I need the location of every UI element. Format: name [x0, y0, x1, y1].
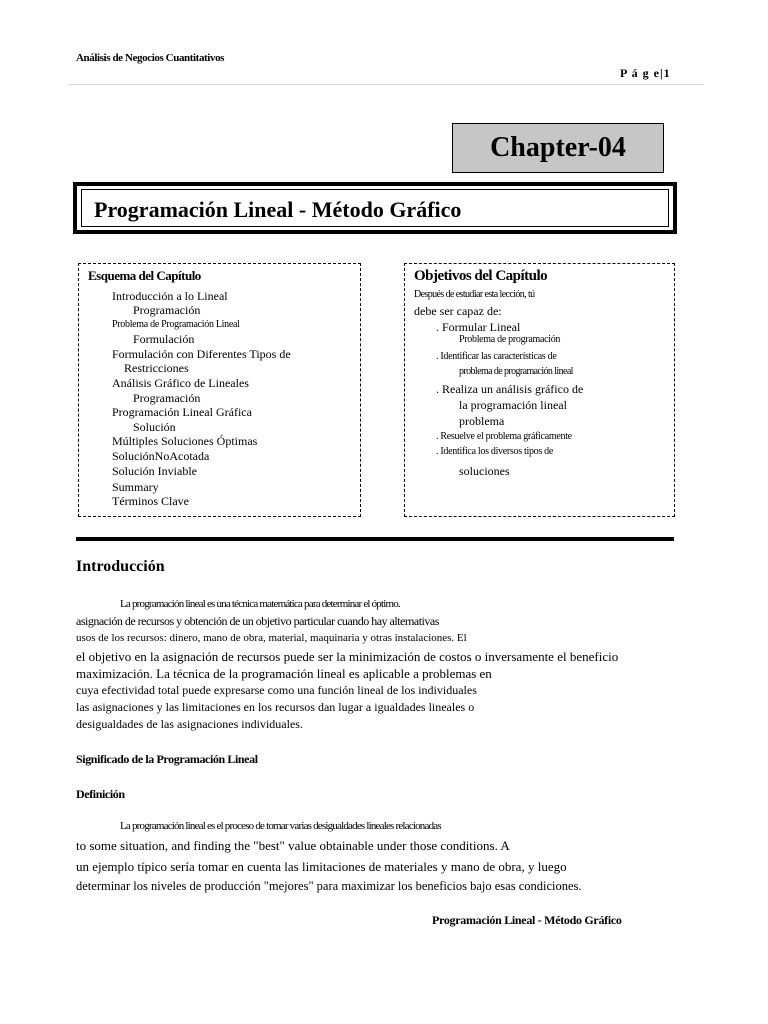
intro-heading: Introducción [76, 558, 165, 575]
chapter-title-box [73, 182, 677, 234]
objective-line: debe ser capaz de: [414, 304, 502, 318]
outline-item: Problema de Programación Lineal [112, 319, 240, 330]
outline-item: Formulación [133, 332, 195, 346]
chapter-label-box [452, 123, 664, 173]
definition-paragraph-line: La programación lineal es el proceso de tomar varias desigualdades lineales relacionadas [120, 820, 441, 832]
header-divider [68, 84, 704, 85]
definition-paragraph-line: determinar los niveles de producción "mejores" para maximizar los beneficios bajo esas condiciones. [76, 879, 582, 893]
outline-item: Programación [133, 303, 201, 317]
objective-line: . Resuelve el problema gráficamente [436, 431, 572, 442]
outline-item: Solución Inviable [112, 464, 197, 478]
outline-item: Restricciones [124, 361, 189, 375]
objective-line: soluciones [459, 464, 510, 478]
chapter-title: Programación Lineal - Método Gráfico [94, 197, 462, 222]
intro-paragraph-line: desigualdades de las asignaciones individuales. [76, 717, 303, 731]
intro-paragraph-line: las asignaciones y las limitaciones en los recursos dan lugar a igualdades lineales o [76, 700, 475, 714]
intro-paragraph-line: maximización. La técnica de la programación lineal es aplicable a problemas en [76, 666, 492, 681]
objective-line: . Identifica los diversos tipos de [436, 446, 553, 457]
page-number: P á g e|1 [620, 66, 671, 80]
outline-item: SoluciónNoAcotada [112, 449, 210, 463]
definition-paragraph-line: to some situation, and finding the "best" value obtainable under those conditions. A [76, 838, 510, 853]
chapter-title-inner-border [81, 189, 669, 227]
objective-line: problema [459, 414, 505, 428]
significance-heading: Significado de la Programación Lineal [76, 752, 258, 766]
running-footer-title: Programación Lineal - Método Gráfico [432, 913, 622, 927]
section-divider [76, 537, 674, 541]
intro-paragraph-line: asignación de recursos y obtención de un objetivo particular cuando hay alternativas [76, 614, 439, 628]
outline-item: Introducción a lo Lineal [112, 289, 228, 303]
objective-line: Problema de programación [459, 334, 561, 345]
outline-item: Términos Clave [112, 494, 189, 508]
intro-paragraph-line: usos de los recursos: dinero, mano de obra, material, maquinaria y otras instalaciones. El [76, 632, 467, 644]
objective-line: problema de programación lineal [459, 366, 573, 377]
outline-item: Programación Lineal Gráfica [112, 405, 252, 419]
chapter-objectives-box [404, 263, 675, 517]
intro-paragraph-line: cuya efectividad total puede expresarse como una función lineal de los individuales [76, 683, 477, 697]
outline-item: Análisis Gráfico de Lineales [112, 376, 249, 390]
outline-item: Solución [133, 420, 176, 434]
objective-line: . Formular Lineal [436, 320, 521, 334]
objective-line: . Realiza un análisis gráfico de [436, 382, 584, 396]
intro-paragraph-line: La programación lineal es una técnica matemática para determinar el óptimo. [120, 598, 400, 610]
outline-item: Programación [133, 391, 201, 405]
outline-item: Múltiples Soluciones Óptimas [112, 434, 258, 448]
outline-item: Formulación con Diferentes Tipos de [112, 347, 291, 361]
intro-paragraph-line: el objetivo en la asignación de recursos puede ser la minimización de costos o inversamente el beneficio [76, 649, 619, 664]
definition-heading: Definición [76, 787, 125, 801]
running-header-title: Análisis de Negocios Cuantitativos [76, 52, 225, 64]
objective-line: . Identificar las características de [436, 351, 557, 362]
objectives-heading: Objetivos del Capítulo [414, 268, 548, 284]
objective-line: la programación lineal [459, 398, 567, 412]
definition-paragraph-line: un ejemplo típico sería tomar en cuenta las limitaciones de materiales y mano de obra, y luego [76, 859, 567, 874]
objective-line: Después de estudiar esta lección, tú [414, 289, 535, 300]
chapter-outline-box [78, 263, 361, 517]
outline-heading: Esquema del Capítulo [88, 268, 201, 283]
outline-item: Summary [112, 480, 159, 494]
chapter-label: Chapter-04 [490, 132, 626, 163]
